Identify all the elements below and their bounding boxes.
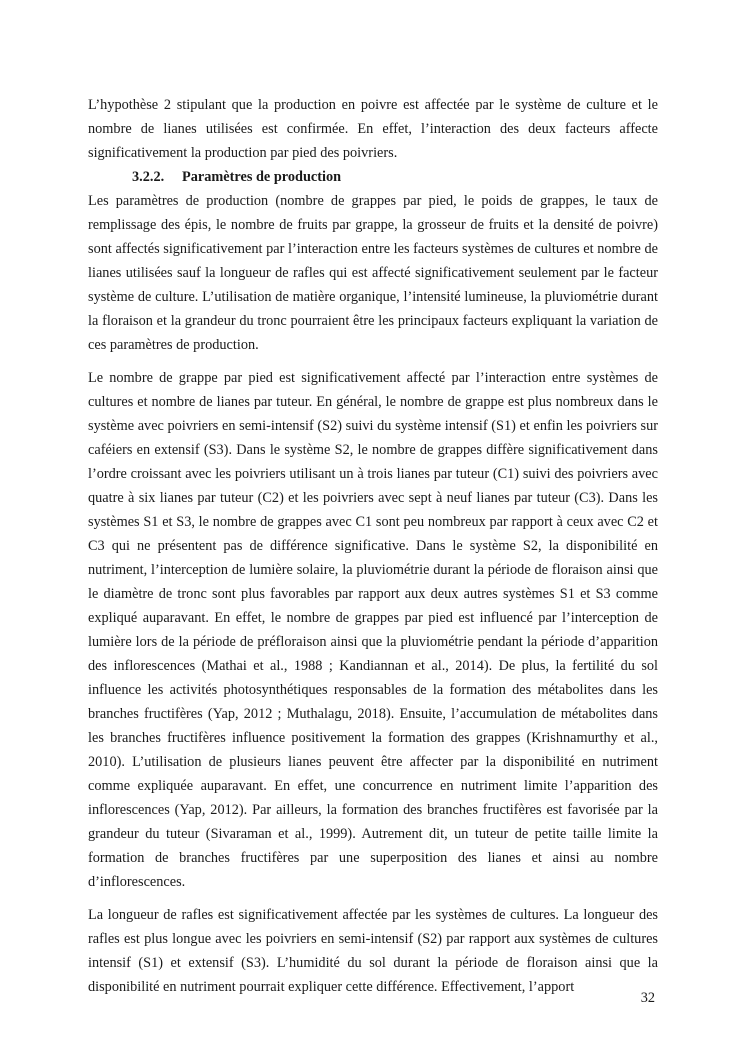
section-number: 3.2.2. <box>132 169 165 185</box>
page-number: 32 <box>640 990 655 1006</box>
section-title: Paramètres de production <box>182 169 342 185</box>
page-body <box>88 93 658 999</box>
paragraph-rachis-length: La longueur de rafles est significativement affectée par les systèmes de cultures. La longueur des rafles est plus longue avec les poivriers en semi-intensif (S2) par rapport aux systèmes de cultures intensif (S1) et extensif (S3). L’humidité du sol durant la période de floraison ainsi que la disponibilité en nutriment pourrait expliquer cette différence. Effectivement, l’apport <box>88 907 658 995</box>
intro-paragraph: L’hypothèse 2 stipulant que la production en poivre est affectée par le système de culture et le nombre de lianes utilisées est confirmée. En effet, l’interaction des deux facteurs affecte significativement la production par pied des poivriers. <box>88 97 658 161</box>
paragraph-bunch-count: Le nombre de grappe par pied est significativement affecté par l’interaction entre systèmes de cultures et nombre de lianes par tuteur. En général, le nombre de grappe est plus nombreux dans le système avec poivriers en semi-intensif (S2) suivi du système intensif (S1) et enfin les poivriers sur caféiers en extensif (S3). Dans le système S2, le nombre de grappes diffère significativement dans l’ordre croissant avec les poivriers utilisant un à trois lianes par tuteur (C1) suivi des poivriers avec quatre à six lianes par tuteur (C2) et les poivriers avec sept à neuf lianes par tuteur (C3). Dans les systèmes S1 et S3, le nombre de grappes avec C1 sont peu nombreux par rapport à ceux avec C2 et C3 qui ne présentent pas de différence significative. Dans le système S2, la disponibilité en nutriment, l’interception de lumière solaire, la pluviométrie durant la période de floraison ainsi que le diamètre de tronc sont plus favorables par rapport aux deux autres systèmes S1 et S3 comme expliqué auparavant. En effet, le nombre de grappes par pied est influencé par l’interception de lumière lors de la période de préfloraison ainsi que la pluviométrie pendant la période d’apparition des inflorescences (Mathai et al., 1988 ; Kandiannan et al., 2014). De plus, la fertilité du sol influence les activités photosynthétiques responsables de la formation des métabolites dans les branches fructifères (Yap, 2012 ; Muthalagu, 2018). Ensuite, l’accumulation de métabolites dans les branches fructifères influence positivement la formation des grappes (Krishnamurthy et al., 2010). L’utilisation de plusieurs lianes peuvent être affecter par la disponibilité en nutriment comme expliquée auparavant. En effet, une concurrence en nutriment limite l’apparition des inflorescences (Yap, 2012). Par ailleurs, la formation des branches fructifères est favorisée par la grandeur du tuteur (Sivaraman et al., 1999). Autrement dit, un tuteur de petite taille limite la formation de branches fructifères par une superposition des lianes et ainsi au nombre d’inflorescences. <box>88 370 658 890</box>
paragraph-production-parameters: Les paramètres de production (nombre de grappes par pied, le poids de grappes, le taux de remplissage des épis, le nombre de fruits par grappe, la grosseur de fruits et la densité de poivre) sont affectés significativement par l’interaction entre les facteurs systèmes de cultures et nombre de lianes utilisées sauf la longueur de rafles qui est affecté significativement seulement par le facteur système de culture. L’utilisation de matière organique, l’intensité lumineuse, la pluviométrie durant la floraison et la grandeur du tronc pourraient être les principaux facteurs expliquant la variation de ces paramètres de production. <box>88 193 658 353</box>
section-heading <box>88 165 658 189</box>
